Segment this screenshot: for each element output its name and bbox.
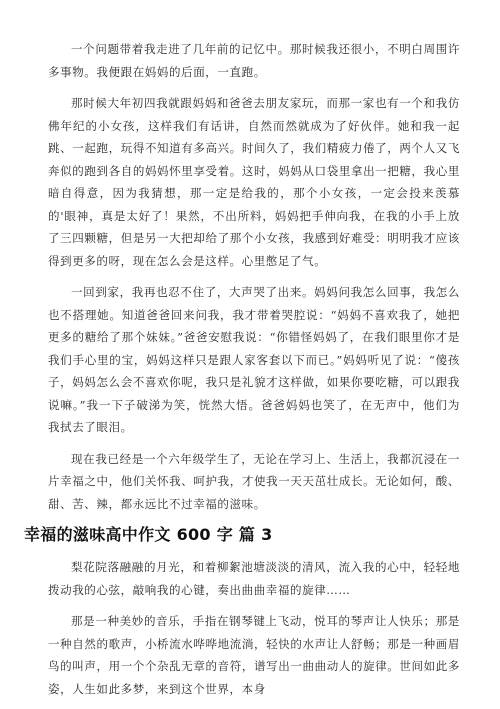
document-page [24,38,460,709]
paragraph-sixth-grade: 现在我已经是一个六年级学生了，无论在学习上、生活上，我都沉浸在一片幸福之中，他们关怀我、呵护我，才使我一天天茁壮成长。无论如何，酸、甜、苦、辣，都永远比不过幸福的滋味。 [48,451,460,511]
paragraph-memory-intro: 一个问题带着我走进了几年前的记忆中。那时候我还很小，不明白周围许多事物。我便跟在妈妈的后面，一直跑。 [48,42,460,79]
paragraph-music: 那是一种美妙的音乐，手指在钢琴键上飞动，悦耳的琴声让人快乐；那是一种自然的歌声，小桥流水哗哗地流淌，轻快的水声让人舒畅；那是一种画眉鸟的叫声，用一个个杂乱无章的音符，谱写出一曲曲动人的旋律。世间如此多姿，人生如此多梦，来到这个世界，本身 [48,614,460,696]
paragraph-new-year-visit: 那时候大年初四我就跟妈妈和爸爸去朋友家玩，而那一家也有一个和我仿佛年纪的小女孩，这样我们有话讲，自然而然就成为了好伙伴。她和我一起跳、一起跑，玩得不知道有多高兴。时间久了，我们精疲力倦了，两个人又飞奔似的跑到各自的妈妈怀里享受着。这时，妈妈从口袋里拿出一把糖，我心里暗自得意，因为我猜想，那一定是给我的，那个小女孩，一定会投来羡慕的'眼神，真是太好了！果然，不出所料，妈妈把手伸向我，在我的小手上放了三四颗糖，但是另一大把却给了那个小女孩，我感到好难受：明明我才应该得到更多的呀，现在怎么会是这样。心里憋足了气。 [48,96,460,268]
paragraph-moonlight: 梨花院落融融的月光，和着柳絮池塘淡淡的清风，流入我的心中，轻轻地拨动我的心弦，敲响我的心键，奏出曲曲幸福的旋律…… [48,560,460,597]
paragraph-crying-at-home: 一回到家，我再也忍不住了，大声哭了出来。妈妈问我怎么回事，我怎么也不搭理她。知道爸爸回来问我，我才带着哭腔说：“妈妈不喜欢我了，她把更多的糖给了那个妹妹。”爸爸安慰我说：“你错怪妈妈了，在我们眼里你才是我们手心里的宝，妈妈这样只是跟人家客套以下而已。”妈妈听见了说：“傻孩子，妈妈怎么会不喜欢你呢，我只是礼貌才这样做，如果你要吃糖，可以跟我说嘛。”我一下子破涕为笑，恍然大悟。爸爸妈妈也笑了，在无声中，他们为我拭去了眼泪。 [48,285,460,434]
section-heading: 幸福的滋味高中作文 600 字 篇 3 [24,525,273,544]
